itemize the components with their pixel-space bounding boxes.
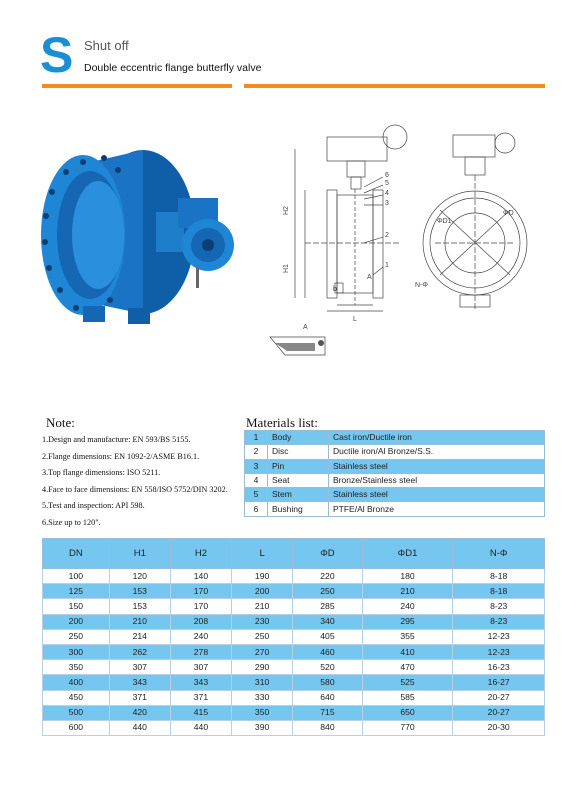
material-value: Cast iron/Ductile iron (329, 431, 545, 445)
column-header: ΦD1 (362, 539, 453, 569)
note-item: 6.Size up to 120". (42, 517, 101, 527)
table-cell: 580 (293, 675, 363, 690)
table-cell: 240 (362, 599, 453, 614)
note-item: 1.Design and manufacture: EN 593/BS 5155. (42, 435, 191, 444)
table-cell: 420 (109, 705, 170, 720)
valve-technical-drawing (265, 115, 550, 365)
table-row (43, 720, 545, 735)
table-cell: 330 (232, 690, 293, 705)
table-cell: 285 (293, 599, 363, 614)
table-cell: 350 (232, 705, 293, 720)
svg-text:A: A (367, 274, 372, 281)
svg-text:L: L (353, 316, 357, 323)
category-title: Shut off (84, 38, 129, 53)
material-value: PTFE/Al Bronze (329, 502, 545, 516)
material-part: Disc (268, 445, 329, 459)
table-cell: 180 (362, 569, 453, 584)
table-cell: 200 (232, 584, 293, 599)
product-title: Double eccentric flange butterfly valve (84, 62, 262, 74)
table-cell: 270 (232, 644, 293, 659)
table-cell: 16-27 (453, 675, 545, 690)
table-cell: 290 (232, 660, 293, 675)
svg-text:5: 5 (385, 180, 389, 187)
table-cell: 300 (43, 644, 110, 659)
table-cell: 355 (362, 629, 453, 644)
svg-text:6: 6 (385, 172, 389, 179)
table-cell: 153 (109, 584, 170, 599)
column-header: H2 (170, 539, 231, 569)
svg-text:H1: H1 (283, 264, 290, 273)
note-item: 3.Top flange dimensions: ISO 5211. (42, 468, 161, 477)
table-cell: 153 (109, 599, 170, 614)
material-value: Stainless steel (329, 488, 545, 502)
section-letter: S (40, 27, 74, 83)
material-no: 4 (245, 473, 268, 487)
table-cell: 8-18 (453, 569, 545, 584)
material-value: Ductile iron/Al Bronze/S.S. (329, 445, 545, 459)
table-header-row (43, 539, 545, 569)
table-row (43, 644, 545, 659)
table-cell: 120 (109, 569, 170, 584)
material-no: 5 (245, 488, 268, 502)
table-cell: 8-18 (453, 584, 545, 599)
materials-title: Materials list: (246, 415, 318, 430)
table-row (245, 473, 545, 487)
svg-text:ΦD: ΦD (503, 210, 514, 217)
table-cell: 307 (109, 660, 170, 675)
table-cell: 343 (170, 675, 231, 690)
table-cell: 12-23 (453, 644, 545, 659)
table-cell: 350 (43, 660, 110, 675)
table-cell: 140 (170, 569, 231, 584)
table-row (43, 569, 545, 584)
table-cell: 230 (232, 614, 293, 629)
table-cell: 262 (109, 644, 170, 659)
material-no: 2 (245, 445, 268, 459)
column-header: DN (43, 539, 110, 569)
material-part: Body (268, 431, 329, 445)
table-cell: 170 (170, 599, 231, 614)
notes-title: Note: (46, 415, 75, 430)
table-row (245, 445, 545, 459)
table-row (43, 599, 545, 614)
material-part: Pin (268, 459, 329, 473)
table-cell: 440 (170, 720, 231, 735)
table-cell: 650 (362, 705, 453, 720)
table-cell: 250 (293, 584, 363, 599)
dimensions-table (42, 538, 545, 736)
material-no: 6 (245, 502, 268, 516)
svg-text:H2: H2 (283, 206, 290, 215)
column-header: N-Φ (453, 539, 545, 569)
svg-text:4: 4 (385, 190, 389, 197)
table-cell: 208 (170, 614, 231, 629)
note-item: 5.Test and inspection: API 598. (42, 501, 145, 510)
table-cell: 520 (293, 660, 363, 675)
note-item: 2.Flange dimensions: EN 1092-2/ASME B16.1. (42, 451, 200, 461)
table-cell: 600 (43, 720, 110, 735)
table-cell: 390 (232, 720, 293, 735)
svg-text:b: b (333, 286, 337, 293)
table-cell: 410 (362, 644, 453, 659)
table-row (245, 488, 545, 502)
table-cell: 460 (293, 644, 363, 659)
table-row (43, 584, 545, 599)
table-cell: 200 (43, 614, 110, 629)
material-part: Seat (268, 473, 329, 487)
material-value: Stainless steel (329, 459, 545, 473)
table-cell: 415 (170, 705, 231, 720)
table-row (43, 629, 545, 644)
column-header: H1 (109, 539, 170, 569)
table-cell: 500 (43, 705, 110, 720)
dimensions-body (43, 569, 545, 736)
table-cell: 405 (293, 629, 363, 644)
table-cell: 210 (362, 584, 453, 599)
svg-text:1: 1 (385, 262, 389, 269)
table-cell: 250 (232, 629, 293, 644)
table-row (43, 690, 545, 705)
table-row (43, 705, 545, 720)
header-rule-right (244, 84, 545, 88)
material-part: Stem (268, 488, 329, 502)
table-cell: 125 (43, 584, 110, 599)
table-cell: 371 (170, 690, 231, 705)
table-cell: 210 (232, 599, 293, 614)
table-cell: 12-23 (453, 629, 545, 644)
table-cell: 640 (293, 690, 363, 705)
note-item: 4.Face to face dimensions: EN 558/ISO 5752/DIN 3202. (42, 484, 228, 494)
svg-text:A: A (303, 324, 308, 331)
materials-table (244, 430, 545, 517)
header-rule-left (42, 84, 232, 88)
material-value: Bronze/Stainless steel (329, 473, 545, 487)
material-no: 3 (245, 459, 268, 473)
material-no: 1 (245, 431, 268, 445)
table-row (245, 502, 545, 516)
table-cell: 400 (43, 675, 110, 690)
table-row (43, 614, 545, 629)
table-cell: 715 (293, 705, 363, 720)
table-cell: 100 (43, 569, 110, 584)
table-row (43, 675, 545, 690)
table-row (245, 431, 545, 445)
table-cell: 278 (170, 644, 231, 659)
table-cell: 340 (293, 614, 363, 629)
table-cell: 8-23 (453, 599, 545, 614)
table-cell: 585 (362, 690, 453, 705)
table-row (245, 459, 545, 473)
table-cell: 525 (362, 675, 453, 690)
material-part: Bushing (268, 502, 329, 516)
table-cell: 20-27 (453, 705, 545, 720)
table-cell: 190 (232, 569, 293, 584)
table-cell: 8-23 (453, 614, 545, 629)
table-row (43, 660, 545, 675)
table-cell: 150 (43, 599, 110, 614)
valve-photo (38, 150, 238, 340)
table-cell: 770 (362, 720, 453, 735)
notes-list (42, 432, 228, 531)
table-cell: 343 (109, 675, 170, 690)
svg-text:ΦD1: ΦD1 (437, 218, 452, 225)
table-cell: 214 (109, 629, 170, 644)
table-cell: 450 (43, 690, 110, 705)
column-header: ΦD (293, 539, 363, 569)
table-cell: 840 (293, 720, 363, 735)
table-cell: 240 (170, 629, 231, 644)
table-cell: 295 (362, 614, 453, 629)
table-cell: 16-23 (453, 660, 545, 675)
table-cell: 470 (362, 660, 453, 675)
svg-text:2: 2 (385, 232, 389, 239)
table-cell: 250 (43, 629, 110, 644)
svg-text:N-Φ: N-Φ (415, 282, 428, 289)
table-cell: 371 (109, 690, 170, 705)
table-cell: 170 (170, 584, 231, 599)
table-cell: 220 (293, 569, 363, 584)
table-cell: 310 (232, 675, 293, 690)
table-cell: 20-30 (453, 720, 545, 735)
column-header: L (232, 539, 293, 569)
table-cell: 20-27 (453, 690, 545, 705)
svg-text:3: 3 (385, 200, 389, 207)
table-cell: 307 (170, 660, 231, 675)
table-cell: 440 (109, 720, 170, 735)
table-cell: 210 (109, 614, 170, 629)
